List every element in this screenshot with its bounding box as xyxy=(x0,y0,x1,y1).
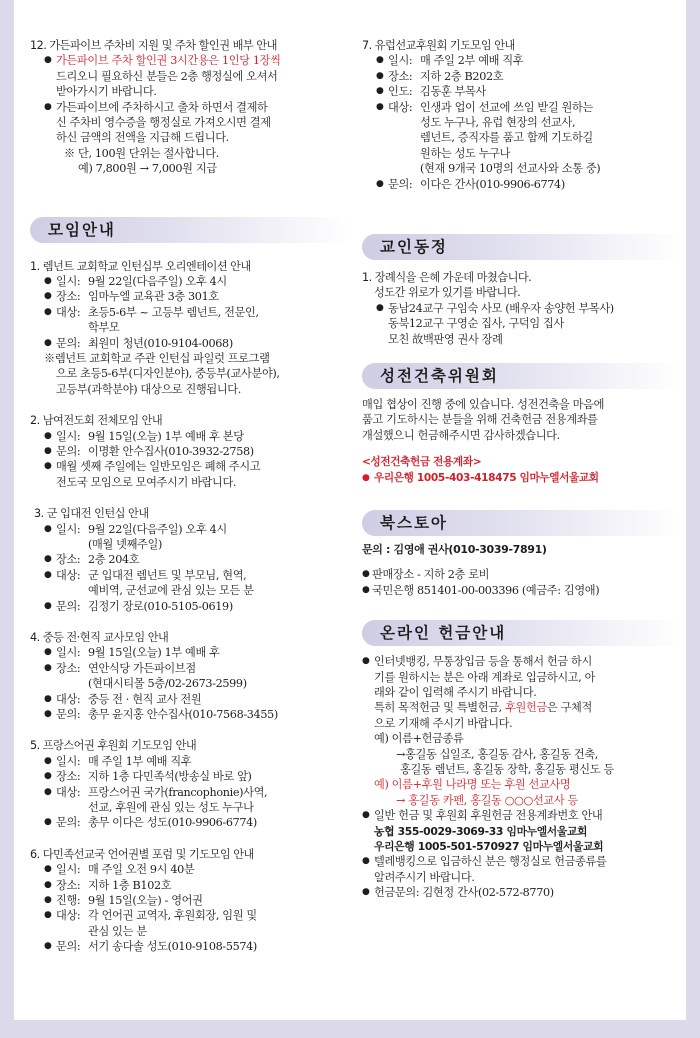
text-line xyxy=(30,305,352,320)
bullet-icon: ● xyxy=(44,941,52,952)
text-line: 2층 204호 xyxy=(88,553,140,567)
text-line: 학부모 xyxy=(88,321,120,335)
meeting-1 xyxy=(30,259,352,398)
text-line: (매월 넷째주일) xyxy=(88,538,162,552)
text-line: 동남24교구 구임숙 사모 (배우자 송양헌 부목사) xyxy=(388,301,614,315)
text-line: 선교, 후원에 관심 있는 성도 누구나 xyxy=(88,800,254,814)
text-line: 김정기 장로(010-5105-0619) xyxy=(88,599,233,613)
text-line: 대상: xyxy=(56,305,81,319)
meeting-4 xyxy=(30,630,352,722)
text-line: 장소: xyxy=(388,69,413,83)
text-line: 9월 22일(다음주일) 오후 4시 xyxy=(88,522,227,536)
bullet-icon: ● xyxy=(362,887,370,898)
text-line: 일시: xyxy=(56,522,81,536)
text-line: 성도 누구나, 유럽 현장의 선교사, xyxy=(420,115,576,129)
text-line: 관심 있는 분 xyxy=(88,924,147,938)
text-line: 알려주시기 바랍니다. xyxy=(374,870,475,884)
text-line: 가든파이브에 주차하시고 출차 하면서 결제하 xyxy=(56,100,268,114)
bullet-icon: ● xyxy=(44,523,52,534)
bullet-icon: ● xyxy=(376,178,384,189)
building-committee-header: 성전건축위원회 xyxy=(362,363,682,389)
text-line: 지하 1층 다민족석(방송실 바로 앞) xyxy=(88,770,252,784)
text-line xyxy=(30,336,352,351)
text-line: 농협 355-0029-3069-33 임마누엘서울교회 xyxy=(374,824,588,838)
text-line xyxy=(30,893,352,908)
text-line: 김동훈 부목사 xyxy=(420,85,486,99)
section-europe xyxy=(362,38,682,192)
bullet-icon: ● xyxy=(44,461,52,472)
text-line: 품고 기도하시는 분들을 위해 건축헌금 전용계좌를 xyxy=(362,413,598,427)
text-line xyxy=(30,645,352,660)
text-line: 텔레뱅킹으로 입금하신 분은 행정실로 헌금종류를 xyxy=(374,855,607,869)
section-title: 2. 남여전도회 전체모임 안내 xyxy=(30,414,163,428)
bullet-icon: ● xyxy=(362,856,370,867)
right-column xyxy=(362,38,682,901)
text-line: 기를 원하시는 분은 아래 계좌로 입금하시고, 아 xyxy=(374,670,596,684)
text-line: 연안식당 가든파이브점 xyxy=(88,661,196,675)
text-line: 프랑스어권 국가(francophonie)사역, xyxy=(88,785,268,799)
text-line xyxy=(362,69,682,84)
section-parking xyxy=(30,38,352,177)
text-line: 고등부(과학분야) 대상으로 진행됩니다. xyxy=(56,382,241,396)
text-line: 예) 이름+후원 나라명 또는 후원 선교사명 xyxy=(374,778,571,792)
bullet-icon: ● xyxy=(362,569,370,580)
text-line xyxy=(30,815,352,830)
text-line: 일시: xyxy=(56,429,81,443)
text-line: 일시: xyxy=(388,54,413,68)
text-line: 으로 기재해 주시기 바랍니다. xyxy=(374,716,513,730)
bullet-icon: ● xyxy=(44,894,52,905)
text-line xyxy=(362,808,682,823)
text-line: 특히 목적헌금 및 특별헌금, xyxy=(374,701,506,715)
text-line xyxy=(30,568,352,583)
section-title: 12. 가든파이브 주차비 지원 및 주차 할인권 배부 안내 xyxy=(30,39,277,52)
text-line xyxy=(30,289,352,304)
text-line: 장소: xyxy=(56,878,81,892)
text-line xyxy=(30,100,352,115)
bullet-icon: ● xyxy=(44,306,52,317)
text-line xyxy=(30,599,352,614)
text-line: 일시: xyxy=(56,275,81,289)
section-online-offering xyxy=(362,654,682,900)
bookstore-header: 북스토아 xyxy=(362,510,682,536)
bullet-icon: ● xyxy=(44,786,52,797)
text-line: 매 주일 1부 예배 직후 xyxy=(88,754,192,768)
left-column xyxy=(30,38,352,955)
bullet-icon: ● xyxy=(44,446,52,457)
bullet-icon: ● xyxy=(44,600,52,611)
text-line xyxy=(30,785,352,800)
text-line: 문의: xyxy=(56,816,81,830)
text-line xyxy=(30,939,352,954)
text-line xyxy=(30,878,352,893)
section-building xyxy=(362,397,682,486)
bullet-icon: ● xyxy=(44,291,52,302)
text-line: 예비역, 군선교에 관심 있는 모든 분 xyxy=(88,584,254,598)
text-line: 홍길동 렘넌트, 홍길동 장학, 홍길동 평신도 등 xyxy=(400,763,614,777)
bullet-icon: ● xyxy=(44,755,52,766)
text-line: 대상: xyxy=(388,100,413,114)
text-line xyxy=(362,84,682,99)
bullet-icon: ● xyxy=(44,662,52,673)
text-line: 전도국 모임으로 모여주시기 바랍니다. xyxy=(56,475,237,489)
text-line: 래와 같이 입력해 주시기 바랍니다. xyxy=(374,686,537,699)
text-line: 헌금문의: 김현정 간사(02-572-8770) xyxy=(374,886,554,900)
bullet-icon: ● xyxy=(44,693,52,704)
section-title: 4. 중등 전·현직 교사모임 안내 xyxy=(30,631,169,645)
online-offering-header: 온라인 헌금안내 xyxy=(362,620,682,646)
bullet-icon: ● xyxy=(44,55,52,66)
bullet-icon: ● xyxy=(362,472,370,483)
bullet-icon: ● xyxy=(44,554,52,565)
meeting-2 xyxy=(30,413,352,490)
text-line: 국민은행 851401-00-003396 (예금주: 김영애) xyxy=(372,583,600,597)
text-line xyxy=(30,444,352,459)
text-line: 은 구체적 xyxy=(546,701,592,715)
text-line: 장소: xyxy=(56,770,81,784)
text-line: 렘넌트, 증직자를 품고 함께 기도하길 xyxy=(420,131,593,145)
text-line: 매 주일 2부 예배 직후 xyxy=(420,54,524,68)
text-line xyxy=(30,552,352,567)
bullet-icon: ● xyxy=(44,337,52,348)
text-line xyxy=(30,754,352,769)
bullet-icon: ● xyxy=(44,817,52,828)
section-title: 6. 다민족선교국 언어권별 포럼 및 기도모임 안내 xyxy=(30,847,254,861)
section-bookstore xyxy=(362,542,682,598)
text-line: 신 주차비 영수증을 행정실로 가져오시면 결제 xyxy=(56,116,271,130)
text-line xyxy=(30,707,352,722)
text-line: 초등5-6부 ~ 고등부 렘넌트, 전문인, xyxy=(88,305,259,319)
meeting-5 xyxy=(30,738,352,830)
bullet-icon: ● xyxy=(362,584,370,595)
bullet-icon: ● xyxy=(44,910,52,921)
text-line xyxy=(362,471,682,486)
text-line: 일시: xyxy=(56,863,81,877)
text-line: 중등 전 · 현직 교사 전원 xyxy=(88,692,202,706)
text-line: 문의: xyxy=(56,445,81,459)
text-line: 일시: xyxy=(56,754,81,768)
bullet-icon: ● xyxy=(44,430,52,441)
text-line: → 홍길동 카펜, 홍길동 ○○○선교사 등 xyxy=(396,793,578,807)
text-line: 문의: xyxy=(56,336,81,350)
section-title: 3. 군 입대전 인턴십 안내 xyxy=(34,507,149,521)
text-line xyxy=(362,53,682,68)
text-line: 원하는 성도 누구나 xyxy=(420,146,511,160)
text-line: 우리은행 1005-501-570927 임마누엘서울교회 xyxy=(374,840,604,854)
text-line: 판매장소 - 지하 2층 로비 xyxy=(372,568,490,582)
text-line: 9월 22일(다음주일) 오후 4시 xyxy=(88,275,227,289)
text-line: 9월 15일(오늘) 1부 예배 후 본당 xyxy=(88,429,244,443)
section-title: 1. 장례식을 은혜 가운데 마쳤습니다. xyxy=(362,270,532,284)
text-line: 매월 셋째 주일에는 일반모임은 폐해 주시고 xyxy=(56,460,261,474)
text-line: (현재 9개국 10명의 선교사와 소통 중) xyxy=(420,162,601,176)
bullet-icon: ● xyxy=(44,101,52,112)
text-line: 매 주일 오전 9시 40분 xyxy=(88,863,195,877)
text-line: 대상: xyxy=(56,909,81,923)
text-line: 총무 윤지홍 안수집사(010-7568-3455) xyxy=(88,708,278,721)
text-line: 문의: xyxy=(56,599,81,613)
text-line xyxy=(30,908,352,923)
text-line: 대상: xyxy=(56,692,81,706)
text-line: 지하 1층 B102호 xyxy=(88,878,172,892)
text-line: 매입 협상이 진행 중에 있습니다. 성전건축을 마음에 xyxy=(362,398,605,411)
section-title: 7. 유럽선교후원회 기도모임 안내 xyxy=(362,39,515,52)
text-line xyxy=(30,661,352,676)
bullet-icon: ● xyxy=(44,276,52,287)
section-title: 5. 프랑스어권 후원회 기도모임 안내 xyxy=(30,739,197,753)
bullet-icon: ● xyxy=(44,569,52,580)
text-line xyxy=(30,459,352,474)
text-line: 예) 이름+헌금종류 xyxy=(374,732,464,746)
church-news-header: 교인동정 xyxy=(362,234,682,260)
text-line: 장소: xyxy=(56,553,81,567)
text-line xyxy=(30,862,352,877)
text-line: ※ 단, 100원 단위는 절사합니다. xyxy=(64,146,219,160)
text-line xyxy=(362,854,682,869)
text-line: 이명환 안수집사(010-3932-2758) xyxy=(88,445,254,459)
bullet-icon: ● xyxy=(44,864,52,875)
text-line: 드리오니 필요하신 분들은 2층 행정실에 오셔서 xyxy=(56,69,278,83)
bullet-icon: ● xyxy=(44,647,52,658)
text-line: 대상: xyxy=(56,568,81,582)
bullet-icon: ● xyxy=(376,70,384,81)
text-line: 지하 2층 B202호 xyxy=(420,69,504,83)
text-line: 9월 15일(오늘) 1부 예배 후 xyxy=(88,646,220,660)
text-line: 일반 헌금 및 후원회 후원헌금 전용계좌번호 안내 xyxy=(374,809,603,823)
text-line: 하신 금액의 전액을 지급해 드립니다. xyxy=(56,131,229,145)
text-line: 총무 이다은 성도(010-9906-6774) xyxy=(88,816,257,830)
text-line: 문의 : 김영애 권사(010-3039-7891) xyxy=(362,543,547,557)
text-line: 장소: xyxy=(56,290,81,304)
text-line: 예) 7,800원 → 7,000원 지급 xyxy=(78,162,217,176)
text-line: 문의: xyxy=(56,708,81,721)
section-church-news xyxy=(362,270,682,347)
text-line: 이다은 간사(010-9906-6774) xyxy=(420,177,565,191)
text-line: 각 언어권 교역자, 후원회장, 임원 및 xyxy=(88,909,257,923)
text-line: 일시: xyxy=(56,646,81,660)
bullet-icon: ● xyxy=(376,55,384,66)
text-line xyxy=(362,567,682,582)
text-line xyxy=(30,53,352,68)
text-line: 개설했으니 헌금해주시면 감사하겠습니다. xyxy=(362,428,560,442)
text-line: 받아가시기 바랍니다. xyxy=(56,85,157,99)
text-line: 최원미 청년(010-9104-0068) xyxy=(88,336,233,350)
text-line xyxy=(362,700,682,715)
text-line: 문의: xyxy=(56,940,81,954)
text-line: 우리은행 1005-403-418475 임마누엘서울교회 xyxy=(374,471,599,484)
text-line: (현대시티몰 5층/02-2673-2599) xyxy=(88,677,247,691)
bullet-icon: ● xyxy=(376,302,384,313)
text-line: 대상: xyxy=(56,785,81,799)
text-line xyxy=(30,522,352,537)
text-line: 인터넷뱅킹, 무통장입금 등을 통해서 헌금 하시 xyxy=(374,655,592,669)
text-line: →홍길동 십일조, 홍길동 감사, 홍길동 건축, xyxy=(396,747,598,761)
text-line: 후원헌금 xyxy=(505,701,547,715)
text-line: 진행: xyxy=(56,893,81,907)
text-line: 군 입대전 렘넌트 및 부모님, 현역, xyxy=(88,568,247,582)
text-line: 인생과 업이 선교에 쓰임 받길 원하는 xyxy=(420,100,593,114)
section-title: 성도간 위로가 있기를 바랍니다. xyxy=(374,286,521,300)
text-line xyxy=(30,429,352,444)
section-title: 1. 렘넌트 교회학교 인턴십부 오리엔테이션 안내 xyxy=(30,259,251,273)
text-line: 문의: xyxy=(388,177,413,191)
text-line: 인도: xyxy=(388,85,413,99)
text-line xyxy=(30,274,352,289)
bullet-icon: ● xyxy=(44,879,52,890)
text-line: 서기 송다솔 성도(010-9108-5574) xyxy=(88,940,257,954)
text-line xyxy=(362,100,682,115)
text-line xyxy=(30,692,352,707)
text-line xyxy=(362,654,682,669)
text-line xyxy=(362,583,682,598)
text-line xyxy=(362,885,682,900)
bullet-icon: ● xyxy=(362,656,370,667)
bulletin-page xyxy=(14,0,686,1020)
meeting-3 xyxy=(30,506,352,614)
text-line xyxy=(362,301,682,316)
text-line: ※렘넌트 교회학교 주관 인턴십 파일럿 프로그램 xyxy=(44,352,270,366)
text-line: 동북12교구 구영순 집사, 구덕임 집사 xyxy=(388,317,564,331)
text-line: 9월 15일(오늘) - 영어권 xyxy=(88,893,203,907)
meeting-6 xyxy=(30,847,352,955)
text-line: 가든파이브 주차 할인권 3시간용은 1인당 1장씩 xyxy=(56,54,281,68)
bullet-icon: ● xyxy=(44,709,52,719)
bullet-icon: ● xyxy=(376,101,384,112)
bullet-icon: ● xyxy=(44,771,52,782)
text-line: 모친 故백판영 권사 장례 xyxy=(388,332,503,346)
meeting-header: 모임안내 xyxy=(30,217,352,243)
text-line xyxy=(362,177,682,192)
bullet-icon: ● xyxy=(362,810,370,821)
text-line: 으로 초등5-6부(디자인분야), 중등부(교사분야), xyxy=(56,367,280,381)
text-line xyxy=(30,769,352,784)
text-line: 장소: xyxy=(56,661,81,675)
text-line: <성전건축헌금 전용계좌> xyxy=(362,456,482,469)
bullet-icon: ● xyxy=(376,86,384,97)
text-line: 임마누엘 교육관 3층 301호 xyxy=(88,290,219,304)
